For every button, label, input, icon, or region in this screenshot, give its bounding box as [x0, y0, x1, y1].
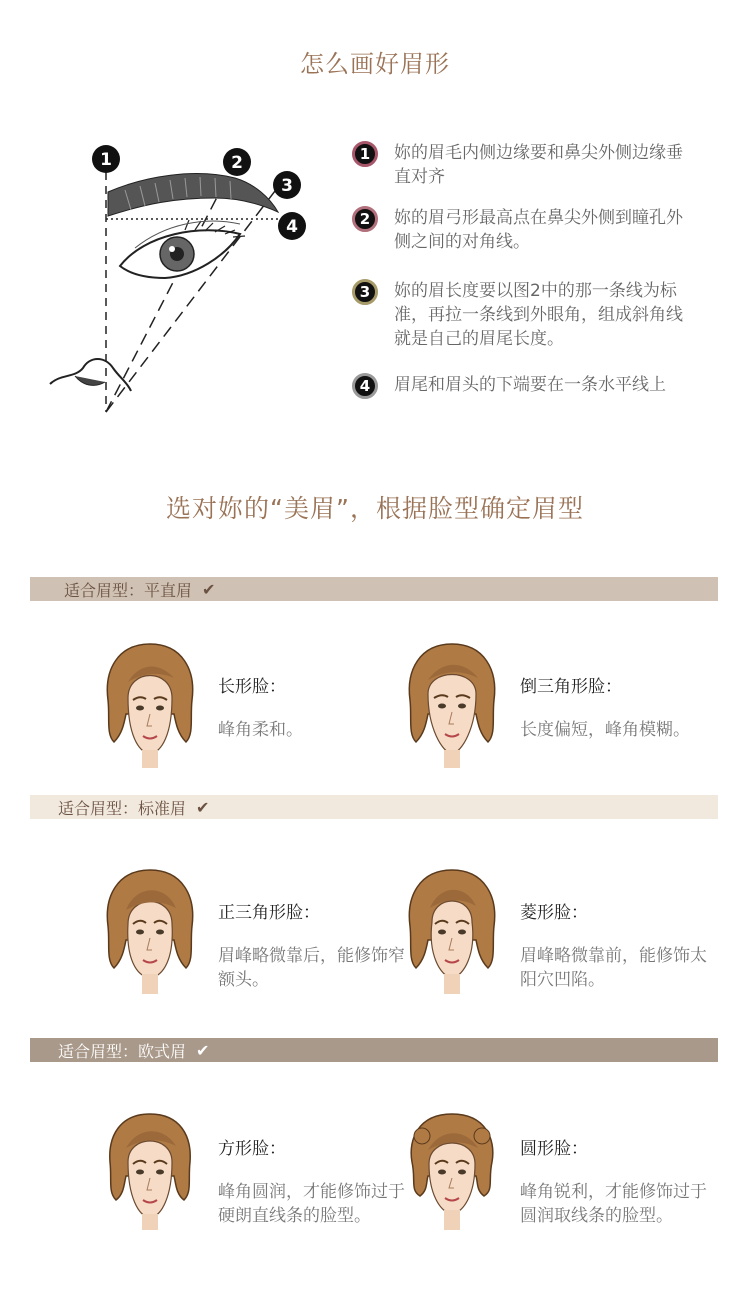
diagram-marker-2: 2 — [231, 153, 243, 173]
face-illustration-icon — [100, 864, 200, 994]
eyebrow-diagram — [35, 106, 385, 426]
step-3-badge: 3 — [352, 279, 378, 305]
face-description: 长度偏短，峰角模糊。 — [520, 720, 690, 740]
face-illustration-icon — [100, 638, 200, 768]
step-3 — [352, 279, 697, 351]
face-card-round — [402, 1100, 722, 1230]
face-name: 长形脸： — [218, 677, 286, 697]
face-description: 眉峰略微靠后，能修饰窄额头。 — [218, 946, 405, 990]
face-card-inverted-triangle — [402, 638, 722, 768]
step-3-text: 妳的眉长度要以图2中的那一条线为标准，再拉一条线到外眼角，组成斜角线就是自己的眉尾长度。 — [394, 281, 683, 349]
face-description: 峰角锐利，才能修饰过于圆润取线条的脸型。 — [520, 1182, 707, 1226]
section-bar-european — [30, 1038, 718, 1062]
step-1-badge: 1 — [352, 141, 378, 167]
face-illustration-icon — [402, 1100, 502, 1230]
section-subtitle: 选对妳的“美眉”，根据脸型确定眉型 — [166, 494, 584, 523]
diagram-marker-3: 3 — [281, 176, 293, 196]
page-title: 怎么画好眉形 — [300, 50, 450, 78]
check-icon: ✔ — [196, 1040, 210, 1060]
face-description: 峰角柔和。 — [218, 720, 303, 740]
step-1 — [352, 141, 697, 189]
section-label: 适合眉型：欧式眉 — [58, 1041, 187, 1061]
face-description: 眉峰略微靠前，能修饰太阳穴凹陷。 — [520, 946, 707, 990]
step-2-badge: 2 — [352, 206, 378, 232]
check-icon: ✔ — [202, 579, 216, 599]
face-card-triangle — [100, 864, 420, 994]
face-name: 倒三角形脸： — [520, 677, 622, 697]
section-bar-standard — [30, 795, 718, 819]
section-bar-flat — [30, 577, 718, 601]
step-2 — [352, 206, 697, 254]
face-card-diamond — [402, 864, 722, 994]
section-label: 适合眉型：标准眉 — [58, 798, 187, 818]
face-name: 正三角形脸： — [218, 903, 320, 923]
face-illustration-icon — [100, 1100, 200, 1230]
step-4-text: 眉尾和眉头的下端要在一条水平线上 — [394, 375, 666, 395]
face-name: 菱形脸： — [520, 903, 588, 923]
face-name: 圆形脸： — [520, 1139, 588, 1159]
diagram-marker-4: 4 — [286, 217, 298, 237]
face-description: 峰角圆润，才能修饰过于硬朗直线条的脸型。 — [218, 1182, 405, 1226]
section-label: 适合眉型：平直眉 — [64, 580, 193, 600]
step-2-text: 妳的眉弓形最高点在鼻尖外侧到瞳孔外侧之间的对角线。 — [394, 208, 683, 252]
step-1-text: 妳的眉毛内侧边缘要和鼻尖外侧边缘垂直对齐 — [394, 143, 683, 187]
diagram-marker-1: 1 — [100, 150, 112, 170]
face-name: 方形脸： — [218, 1139, 286, 1159]
face-illustration-icon — [402, 864, 502, 994]
face-card-square — [100, 1100, 420, 1230]
check-icon: ✔ — [196, 797, 210, 817]
face-card-long — [100, 638, 420, 768]
step-4-badge: 4 — [352, 373, 378, 399]
face-illustration-icon — [402, 638, 502, 768]
step-4 — [352, 373, 697, 399]
